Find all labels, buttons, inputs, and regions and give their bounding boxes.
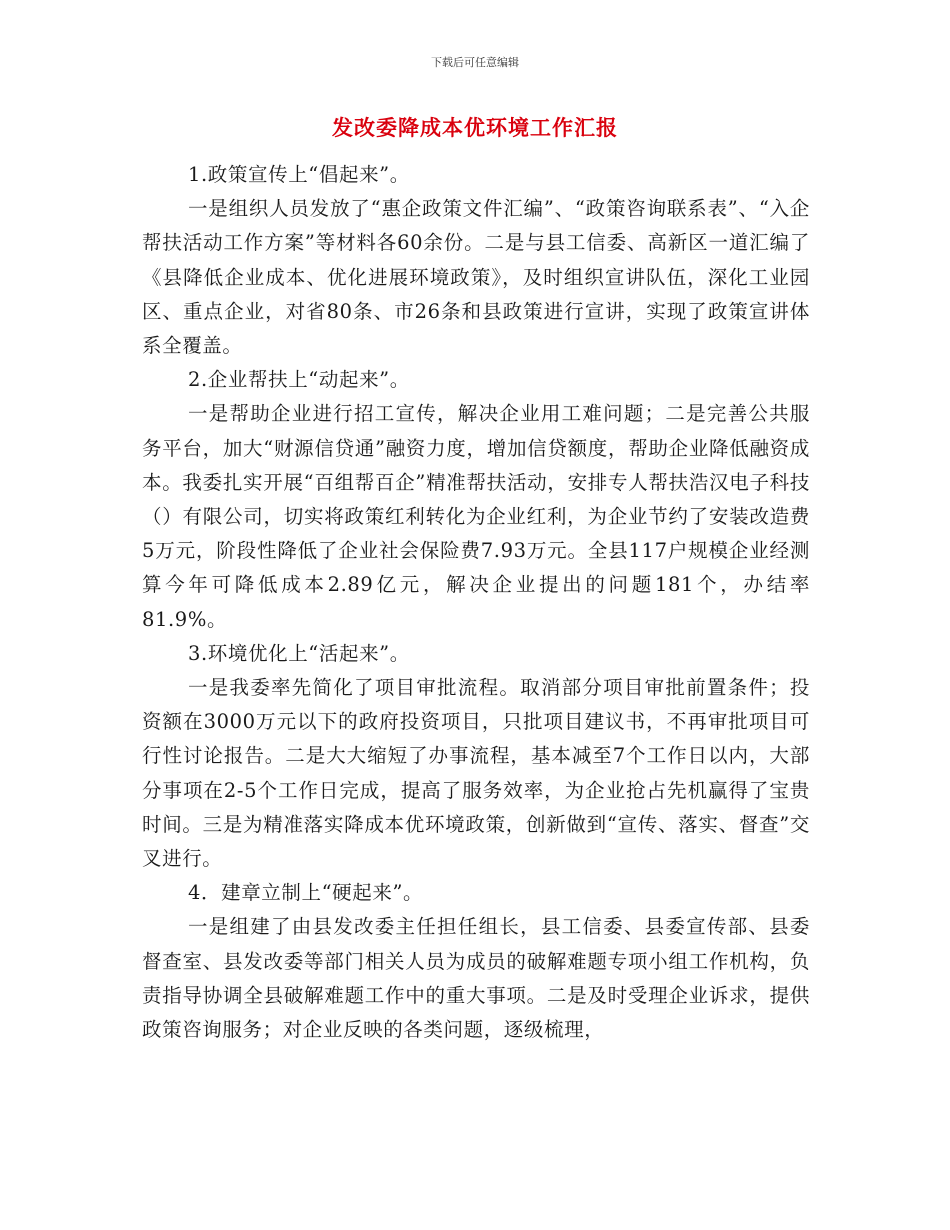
section-heading-3: 3.环境优化上“活起来”。 (188, 641, 410, 665)
header-note: 下载后可任意编辑 (431, 56, 519, 69)
section-paragraph-4: 一是组建了由县发改委主任担任组长，县工信委、县委宣传部、县委督查室、县发改委等部门相关人员为成员的破解难题专项小组工作机构，负责指导协调全县破解难题工作中的重大事项。二是及时受理企业诉求，提供政策咨询服务；对企业反映的各类问题，逐级梳理， (142, 915, 810, 1042)
document-title: 发改委降成本优环境工作汇报 (332, 116, 618, 140)
document-body (142, 158, 810, 1047)
section-paragraph-2: 一是帮助企业进行招工宣传，解决企业用工难问题；二是完善公共服务平台，加大“财源信贷通”融资力度，增加信贷额度，帮助企业降低融资成本。我委扎实开展“百组帮百企”精准帮扶活动，安排专人帮扶浩汉电子科技（）有限公司，切实将政策红利转化为企业红利，为企业节约了安装改造费5万元，阶段性降低了企业社会保险费7.93万元。全县117户规模企业经测算今年可降低成本2.89亿元，解决企业提出的问题181个，办结率81.9%。 (142, 402, 810, 631)
section-paragraph-1: 一是组织人员发放了“惠企政策文件汇编”、“政策咨询联系表”、“入企帮扶活动工作方案”等材料各60余份。二是与县工信委、高新区一道汇编了《县降低企业成本、优化进展环境政策》，及时组织宣讲队伍，深化工业园区、重点企业，对省80条、市26条和县政策进行宣讲，实现了政策宣讲体系全覆盖。 (142, 197, 810, 358)
section-heading-2: 2.企业帮扶上“动起来”。 (188, 368, 410, 392)
section-heading-1: 1.政策宣传上“倡起来”。 (188, 163, 410, 186)
section-paragraph-3: 一是我委率先简化了项目审批流程。取消部分项目审批前置条件；投资额在3000万元以下的政府投资项目，只批项目建议书，不再审批项目可行性讨论报告。二是大大缩短了办事流程，基本减至7个工作日以内，大部分事项在2-5个工作日完成，提高了服务效率，为企业抢占先机赢得了宝贵时间。三是为精准落实降成本优环境政策，创新做到“宣传、落实、督查”交叉进行。 (142, 676, 810, 871)
section-heading-4: 4．建章立制上“硬起来”。 (188, 881, 424, 905)
